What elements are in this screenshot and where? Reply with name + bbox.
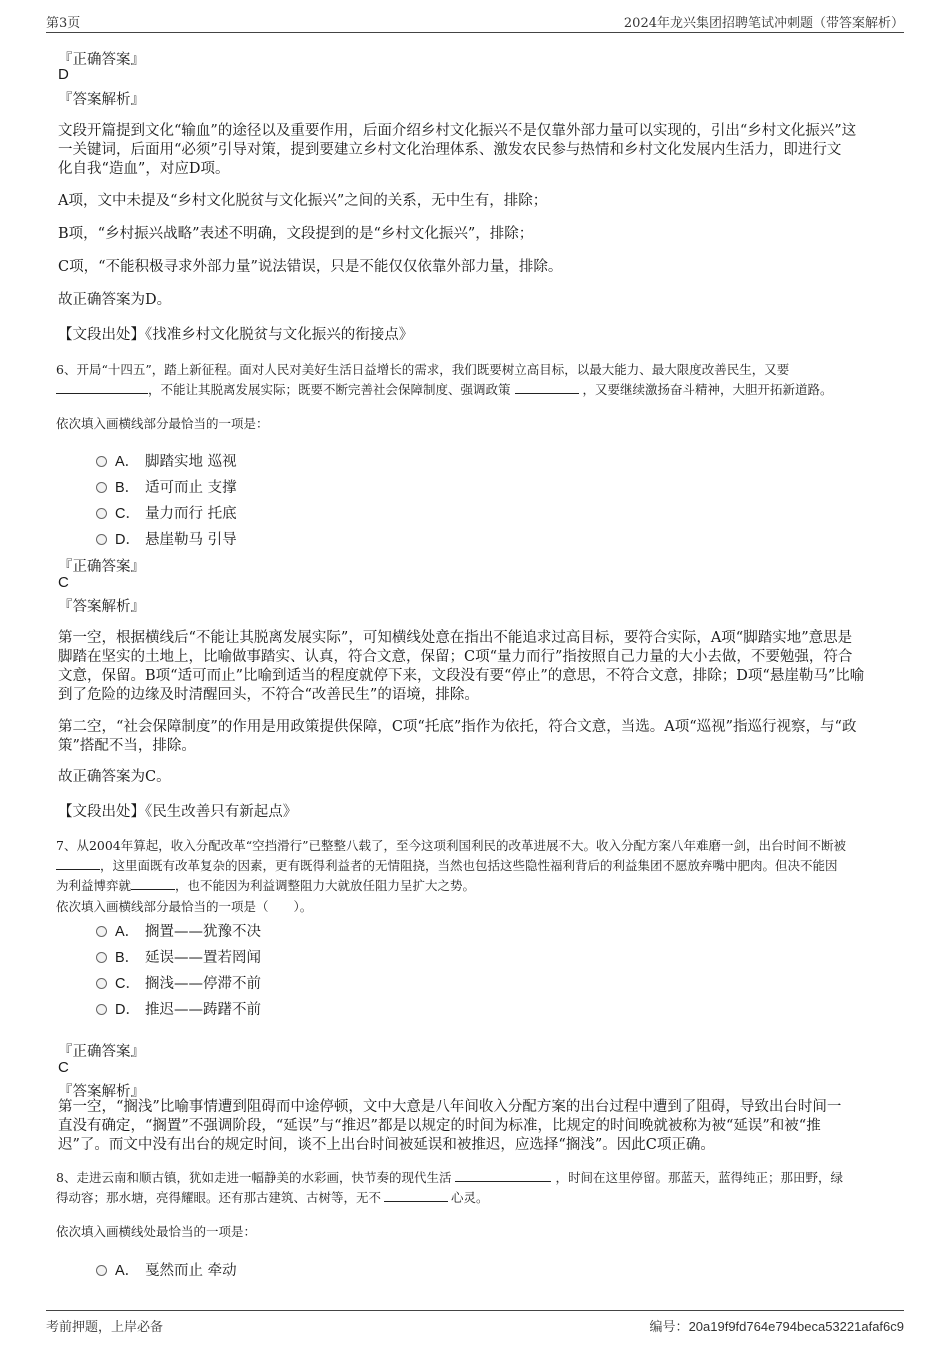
radio-icon[interactable] [96, 482, 107, 493]
question-stem: 6、开局“十四五”，踏上新征程。面对人民对美好生活日益增长的需求，我们既要树立高目标，以最大能力、最大限度改善民生，又要 ，不能让其脱离发展实际；既要不断完善社会保障制度、强调政策 ，又要继续激扬奋斗精神，大胆开拓新道路。 [56, 362, 833, 397]
option-d[interactable]: D． 推迟——踌躇不前 [96, 998, 261, 1019]
option-a[interactable]: A． 戛然而止 牵动 [96, 1259, 237, 1280]
footer-slogan: 考前押题，上岸必备 [46, 1320, 164, 1335]
analysis-paragraph: 第一空，“搁浅”比喻事情遭到阻碍而中途停顿，文中大意是八年间收入分配方案的出台过程中遭到了阻碍，导致出台时间一 直没有确定，“搁置”不强调阶段，“延误”与“推迟”都是以规定的时间为标准，比规定的时间晚就被称为被“延误”和被“推 迟”了。而文中没有出台的规定时间，谈不上出台时间被延误和被推迟，应选择“搁浅”。因此C项正确。 [58, 1099, 842, 1153]
document-code: 编号：20a19f9fd764e794beca53221afaf6c9 [649, 1319, 904, 1335]
question-prompt: 依次填入画横线处最恰当的一项是： [56, 1224, 257, 1239]
source-citation: 【文段出处】《找准乡村文化脱贫与文化振兴的衔接点》 [58, 327, 414, 343]
option-b[interactable]: B． 延误——置若罔闻 [96, 946, 261, 967]
analysis-paragraph: C项，“不能积极寻求外部力量”说法错误，只是不能仅仅依靠外部力量，排除。 [58, 259, 563, 275]
question-prompt: 依次填入画横线部分最恰当的一项是： [56, 416, 269, 431]
option-a[interactable]: A． 脚踏实地 巡视 [96, 450, 237, 471]
radio-icon[interactable] [96, 1004, 107, 1015]
conclusion: 故正确答案为D。 [58, 292, 172, 308]
option-d[interactable]: D． 悬崖勒马 引导 [96, 528, 237, 549]
analysis-paragraph: 第二空，“社会保障制度”的作用是用政策提供保障，C项“托底”指作为依托，符合文意，当选。A项“巡视”指巡行视察，与“政 策”搭配不当，排除。 [58, 719, 857, 754]
analysis-paragraph: B项，“乡村振兴战略”表述不明确，文段提到的是“乡村文化振兴”，排除； [58, 226, 534, 242]
page-number: 第3页 [46, 16, 81, 31]
analysis-label: 『答案解析』 [58, 599, 145, 615]
option-c[interactable]: C． 量力而行 托底 [96, 502, 237, 523]
radio-icon[interactable] [96, 926, 107, 937]
radio-icon[interactable] [96, 456, 107, 467]
correct-answer: C [58, 574, 69, 591]
radio-icon[interactable] [96, 508, 107, 519]
source-citation: 【文段出处】《民生改善只有新起点》 [58, 804, 298, 820]
radio-icon[interactable] [96, 952, 107, 963]
option-c[interactable]: C． 搁浅——停滞不前 [96, 972, 261, 993]
analysis-paragraph: 文段开篇提到文化“输血”的途径以及重要作用，后面介绍乡村文化振兴不是仅靠外部力量可以实现的，引出“乡村文化振兴”这 一关键词，后面用“必须”引导对策，提到要建立乡村文化治理体系、激发农民参与热情和乡村文化发展内生活力，即进行文 化自我“造血”，对应D项。 [58, 123, 857, 177]
analysis-label: 『答案解析』 [58, 92, 145, 108]
question-prompt: 依次填入画横线部分最恰当的一项是（ ）。 [56, 899, 313, 914]
radio-icon[interactable] [96, 978, 107, 989]
radio-icon[interactable] [96, 1265, 107, 1276]
conclusion: 故正确答案为C。 [58, 769, 171, 785]
option-b[interactable]: B． 适可而止 支撑 [96, 476, 237, 497]
analysis-paragraph: A项，文中未提及“乡村文化脱贫与文化振兴”之间的关系，无中生有，排除； [58, 193, 548, 209]
correct-answer-label: 『正确答案』 [58, 559, 145, 575]
page-header [46, 12, 904, 33]
document-title: 2024年龙兴集团招聘笔试冲刺题（带答案解析） [623, 16, 904, 31]
option-a[interactable]: A． 搁置——犹豫不决 [96, 920, 261, 941]
correct-answer: D [58, 66, 69, 83]
correct-answer: C [58, 1059, 69, 1076]
question-stem: 8、走进云南和顺古镇，犹如走进一幅静美的水彩画，快节奏的现代生活 ，时间在这里停留。那蓝天，蓝得纯正；那田野，绿 得动容；那水塘，亮得耀眼。还有那古建筑、古树等，无不 心灵。 [56, 1170, 843, 1205]
radio-icon[interactable] [96, 534, 107, 545]
analysis-paragraph: 第一空，根据横线后“不能让其脱离发展实际”，可知横线处意在指出不能追求过高目标，要符合实际，A项“脚踏实地”意思是 脚踏在坚实的土地上，比喻做事踏实、认真，符合文意，保留；C项“量力而行”指按照自己力量的大小去做，不要勉强，符合 文意，保留。B项“适可而止”比喻到适当的程度就停下来，文段没有要“停止”的意思，不符合文意，排除；D项“悬崖勒马”比喻 到了危险的边缘及时清醒回头，不符合“改善民生”的语境，排除。 [58, 630, 865, 703]
question-stem: 7、从2004年算起，收入分配改革“空挡滑行”已整整八载了，至今这项利国利民的改革进展不大。收入分配方案八年难磨一剑，出台时间不断被 ，这里面既有改革复杂的因素，更有既得利益者的无情阻挠，当然也包括这些隐性福利背后的利益集团不愿放弃嘴中肥肉。但决不能因 为利益博弈就 ，也不能因为利益调整阻力大就放任阻力呈扩大之势。 [56, 838, 847, 893]
correct-answer-label: 『正确答案』 [58, 1044, 145, 1060]
correct-answer-label: 『正确答案』 [58, 52, 145, 68]
analysis-label: 『答案解析』 [58, 1084, 145, 1100]
page-footer [46, 1310, 904, 1335]
